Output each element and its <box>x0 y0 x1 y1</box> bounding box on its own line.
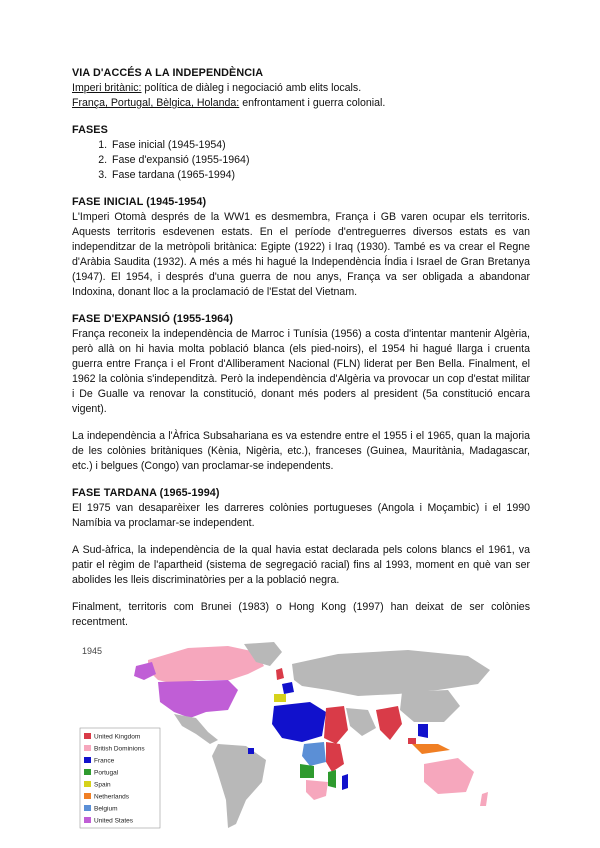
legend-swatch <box>84 769 91 775</box>
fase-inicial-heading: FASE INICIAL (1945-1954) <box>72 196 207 208</box>
intro-label-2: França, Portugal, Bèlgica, Holanda: <box>72 97 240 109</box>
legend-label: France <box>94 757 115 765</box>
legend-swatch <box>84 793 91 799</box>
legend-label: United Kingdom <box>94 733 141 741</box>
legend-swatch <box>84 805 91 811</box>
region-malaya-borneo <box>408 738 416 744</box>
legend-label: Netherlands <box>94 793 130 801</box>
fase-tardana-heading: FASE TARDANA (1965-1994) <box>72 487 220 499</box>
map-legend <box>80 728 160 828</box>
region-spain <box>274 694 286 702</box>
page-title: VIA D'ACCÉS A LA INDEPENDÈNCIA <box>72 67 264 79</box>
fase-expansio-paragraph: França reconeix la independència de Marroc i Tunísia (1956) a costa d'intentar mantenir Algèria, però allà on hi havia molta població blanca (els pied-noirs), el 1954 hi hagué llarga i cruenta guerra entre França i el Front d'Alliberament Nacional (FLN) liderat per Ben Bella. Finalment, el 1962 la colònia s'independitzà. Però la independència d'Algèria va provocar un cop d'estat militar i De Gualle va renovar la constitució, donant més poders al president (5a constitució encara vigent). <box>72 328 530 415</box>
fase-expansio-heading: FASE D'EXPANSIÓ (1955-1964) <box>72 313 234 325</box>
fase-tardana-paragraph-2: A Sud-àfrica, la independència de la qual havia estat declarada pels colons blancs el 1961, va patir el règim de l'apartheid (sistema de segregació racial) fins al 1993, moment en què van ser abolides les lleis discriminatòries per a la població negra. <box>72 544 530 586</box>
legend-label: Belgium <box>94 805 118 813</box>
legend-label: United States <box>94 817 134 825</box>
map-year-label: 1945 <box>82 646 103 656</box>
region-mozambique <box>328 770 336 788</box>
region-guiana <box>248 748 254 754</box>
colonial-map-1945 <box>78 640 498 836</box>
legend-label: British Dominions <box>94 745 145 753</box>
legend-swatch <box>84 757 91 763</box>
legend-item <box>84 745 145 753</box>
legend-swatch <box>84 745 91 751</box>
intro-label-1: Imperi britànic: <box>72 82 142 94</box>
region-angola <box>300 764 314 778</box>
fases-list <box>72 138 530 183</box>
fases-heading: FASES <box>72 124 108 136</box>
fase-tardana-paragraph: El 1975 van desaparèixer les darreres colònies portugueses (Angola i Moçambic) i el 1990 Namíbia va proclamar-se independent. <box>72 502 530 529</box>
fases-item: 1. Fase inicial (1945-1954) <box>110 138 530 153</box>
intro-line-2 <box>72 96 530 111</box>
region-indochina <box>418 724 428 738</box>
region-madagascar <box>342 774 348 790</box>
legend-label: Spain <box>94 781 111 789</box>
legend-swatch <box>84 817 91 823</box>
region-france-metro <box>282 682 294 694</box>
fases-item: 3. Fase tardana (1965-1994) <box>110 168 530 183</box>
intro-text-2: enfrontament i guerra colonial. <box>239 97 386 109</box>
legend-swatch <box>84 733 91 739</box>
intro-text-1: política de diàleg i negociació amb elits locals. <box>141 82 362 94</box>
legend-swatch <box>84 781 91 787</box>
fase-inicial-paragraph: L'Imperi Otomà després de la WW1 es desmembra, França i GB varen ocupar els territoris. Aquests territoris esdevenen estats. En el període d'entreguerres diversos estats es van independitzar de la metròpoli britànica: Egipte (1922) i Iraq (1930). També es va crear el Regne d'Aràbia Saudita (1932). A més a més hi hagué la Independència Índia i Israel de Gran Bretanya (1947). El 1954, i després d'una guerra de nou anys, França va ser obligada a abandonar Indoxina, donant lloc a la proclamació de l'Estat del Vietnam. <box>72 211 530 298</box>
fase-tardana-paragraph-3: Finalment, territoris com Brunei (1983) o Hong Kong (1997) han deixat de ser colònies recentment. <box>72 601 530 628</box>
legend-label: Portugal <box>94 769 119 777</box>
document-body <box>72 66 530 630</box>
intro-line-1 <box>72 81 530 96</box>
fase-expansio-paragraph-2: La independència a l'Àfrica Subsahariana es va estendre entre el 1955 i el 1965, quan la majoria de les colònies britàniques (Kènia, Nigèria, etc.), franceses (Guinea, Mauritània, Madagascar, etc.) i belgues (Congo) van proclamar-se independents. <box>72 430 530 472</box>
fases-item: 2. Fase d'expansió (1955-1964) <box>110 153 530 168</box>
